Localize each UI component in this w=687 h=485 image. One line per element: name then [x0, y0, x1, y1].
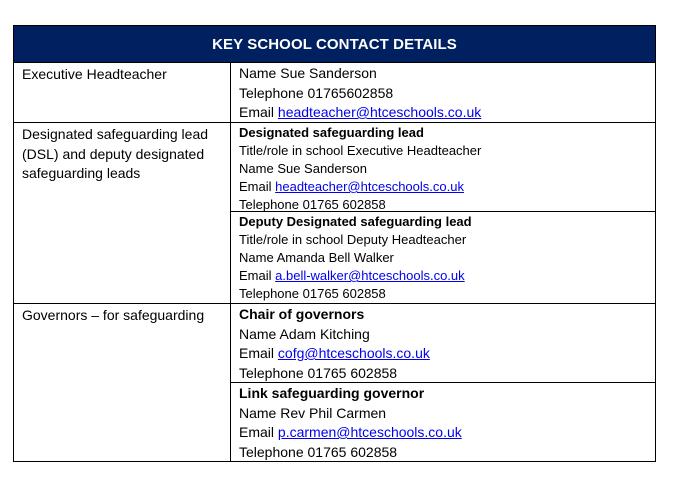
- name-value: Sue Sanderson: [280, 65, 377, 81]
- email-line: [239, 178, 655, 196]
- email-link[interactable]: p.carmen@htceschools.co.uk: [277, 424, 462, 440]
- email-label: Email: [239, 104, 275, 120]
- row-label-line: (DSL) and deputy designated: [22, 145, 205, 162]
- telephone-line: [239, 285, 655, 303]
- telephone-label: Telephone: [239, 286, 299, 301]
- telephone-value: 01765 602858: [302, 286, 386, 301]
- email-link[interactable]: headteacher@htceschools.co.uk: [277, 104, 482, 120]
- email-line: [239, 267, 655, 285]
- telephone-line: [239, 84, 655, 104]
- name-value: Adam Kitching: [279, 325, 370, 342]
- row-label: [14, 123, 231, 303]
- row-label-line: Designated safeguarding lead: [22, 126, 209, 142]
- name-label: Name: [239, 161, 274, 176]
- role-value: Deputy Headteacher: [346, 232, 467, 247]
- table-row-dsl: [14, 123, 655, 304]
- contact-table: [13, 25, 656, 462]
- telephone-value: 01765602858: [307, 84, 394, 101]
- name-label: Name: [239, 250, 274, 265]
- email-label: Email: [239, 179, 272, 194]
- table-row-executive-headteacher: [14, 63, 655, 123]
- telephone-value: 01765 602858: [302, 197, 386, 212]
- contact-chair: [231, 304, 655, 383]
- role-label: Title/role in school: [239, 143, 344, 158]
- row-label: Executive Headteacher: [14, 63, 231, 122]
- telephone-line: [239, 443, 655, 463]
- role-label: Title/role in school: [239, 232, 344, 247]
- telephone-label: Telephone: [239, 197, 299, 212]
- contact-heading: Deputy Designated safeguarding lead: [239, 214, 472, 229]
- email-label: Email: [239, 345, 275, 361]
- name-label: Name: [239, 65, 277, 81]
- contact-heading: Chair of governors: [239, 306, 365, 322]
- name-line: [239, 325, 655, 345]
- name-label: Name: [239, 404, 277, 421]
- row-value: [231, 63, 655, 122]
- email-label: Email: [239, 424, 275, 440]
- name-line: [239, 249, 655, 267]
- role-value: Executive Headteacher: [346, 143, 482, 158]
- row-label: Governors – for safeguarding: [14, 304, 231, 461]
- name-value: Rev Phil Carmen: [280, 404, 387, 421]
- contact-heading: Designated safeguarding lead: [239, 125, 424, 140]
- row-label-line: safeguarding leads: [22, 165, 141, 181]
- row-value: [231, 304, 655, 461]
- telephone-label: Telephone: [239, 364, 304, 381]
- row-value: [231, 123, 655, 303]
- contact-deputy-dsl: [231, 212, 655, 303]
- telephone-label: Telephone: [239, 84, 304, 101]
- name-line: [239, 404, 655, 424]
- email-link[interactable]: a.bell-walker@htceschools.co.uk: [275, 268, 465, 283]
- table-row-governors: [14, 304, 655, 461]
- contact-dsl: [231, 123, 655, 212]
- name-line: [239, 160, 655, 178]
- name-value: Amanda Bell Walker: [276, 250, 394, 265]
- name-value: Sue Sanderson: [277, 161, 367, 176]
- email-label: Email: [239, 268, 272, 283]
- telephone-line: [239, 364, 655, 384]
- role-line: [239, 142, 655, 160]
- telephone-value: 01765 602858: [307, 443, 398, 460]
- name-label: Name: [239, 325, 277, 342]
- table-title: KEY SCHOOL CONTACT DETAILS: [14, 26, 655, 63]
- telephone-label: Telephone: [239, 443, 304, 460]
- role-line: [239, 231, 655, 249]
- email-link[interactable]: headteacher@htceschools.co.uk: [275, 179, 464, 194]
- contact-link-governor: [231, 383, 655, 462]
- email-line: [239, 423, 655, 443]
- email-line: [239, 344, 655, 364]
- email-line: [239, 103, 655, 123]
- telephone-value: 01765 602858: [307, 364, 398, 381]
- contact-heading: Link safeguarding governor: [239, 385, 425, 401]
- email-link[interactable]: cofg@htceschools.co.uk: [277, 345, 430, 361]
- name-line: [239, 64, 655, 84]
